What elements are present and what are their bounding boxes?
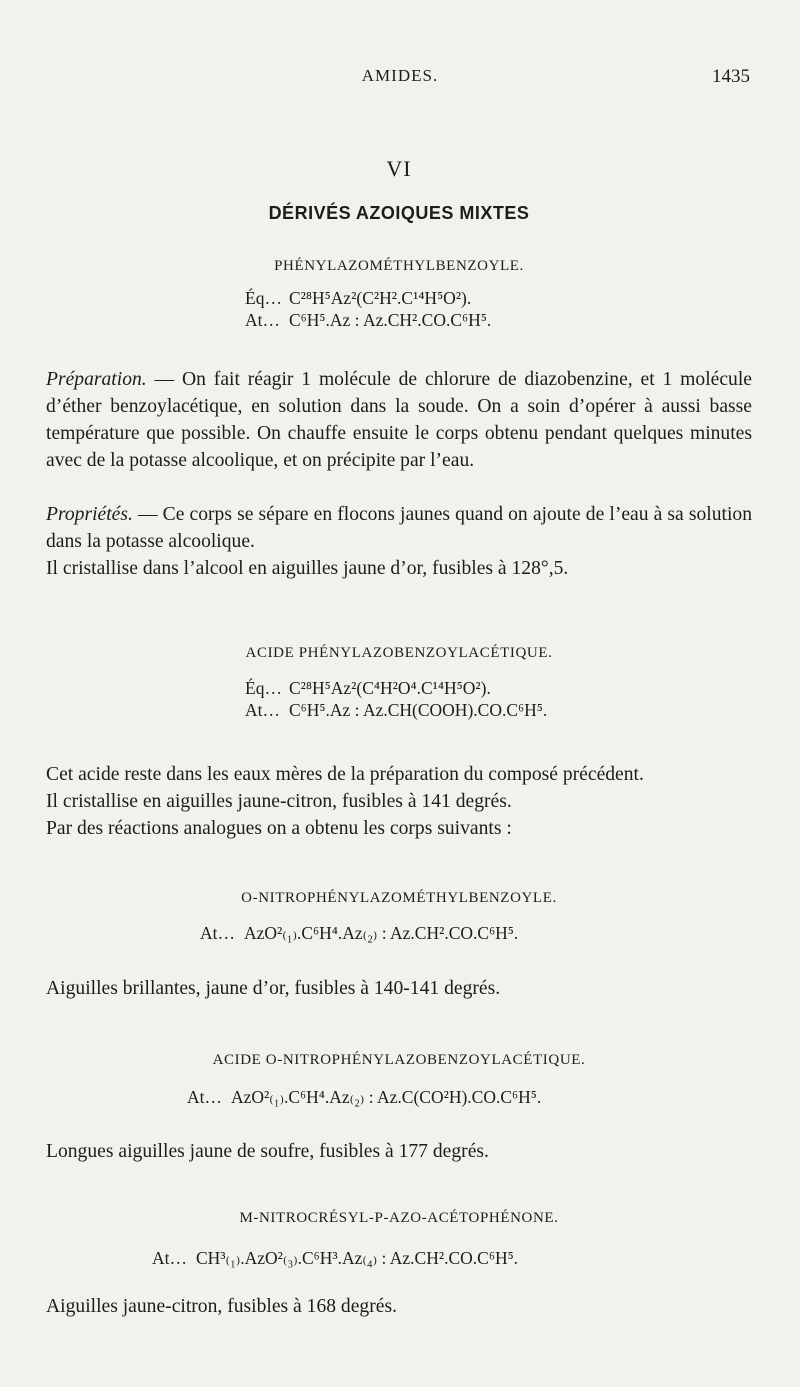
compound-title: ACIDE O-NITROPHÉNYLAZOBENZOYLACÉTIQUE. — [212, 1052, 586, 1068]
running-head — [0, 66, 800, 96]
formula-label: Éq… — [245, 288, 282, 308]
compound4-text: Longues aiguilles jaune de soufre, fusibles à 177 degrés. — [46, 1141, 489, 1162]
compound-title: M-NITROCRÉSYL-P-AZO-ACÉTOPHÉNONE. — [239, 1210, 559, 1226]
formula-at: AzO²₍₁₎.C⁶H⁴.Az₍₂₎ : Az.CH².CO.C⁶H⁵. — [244, 923, 519, 943]
compound2-text-2: Il cristallise en aiguilles jaune-citron, fusibles à 141 degrés. — [46, 791, 512, 812]
formula-block — [200, 922, 760, 944]
preparation-heading: Préparation. — [46, 369, 147, 390]
compound5-text: Aiguilles jaune-citron, fusibles à 168 degrés. — [46, 1296, 397, 1317]
properties-paragraph — [46, 501, 752, 582]
formula-label: At… — [187, 1087, 222, 1107]
compound-title: O-NITROPHÉNYLAZOMÉTHYLBENZOYLE. — [241, 890, 557, 906]
formula-block — [152, 1247, 752, 1269]
formula-label: At… — [200, 923, 235, 943]
formula-block — [245, 287, 745, 331]
formula-label: At… — [245, 700, 280, 720]
formula-label: Éq… — [245, 678, 282, 698]
formula-label: At… — [152, 1248, 187, 1268]
section-title: DÉRIVÉS AZOIQUES MIXTES — [268, 203, 530, 223]
compound2-paragraph — [46, 761, 752, 842]
formula-at: CH³₍₁₎.AzO²₍₃₎.C⁶H³.Az₍₄₎ : Az.CH².CO.C⁶H⁵. — [196, 1248, 519, 1268]
formula-at: C⁶H⁵.Az : Az.CH(COOH).CO.C⁶H⁵. — [289, 700, 548, 720]
formula-block — [187, 1086, 757, 1108]
formula-block — [245, 677, 745, 721]
formula-at: C⁶H⁵.Az : Az.CH².CO.C⁶H⁵. — [289, 310, 492, 330]
formula-at: AzO²₍₁₎.C⁶H⁴.Az₍₂₎ : Az.C(CO²H).CO.C⁶H⁵. — [231, 1087, 542, 1107]
preparation-paragraph — [46, 366, 752, 474]
compound3-text: Aiguilles brillantes, jaune d’or, fusibles à 140-141 degrés. — [46, 978, 501, 999]
compound3-paragraph — [46, 975, 752, 1002]
formula-eq: C²⁸H⁵Az²(C²H².C¹⁴H⁵O²). — [289, 288, 472, 308]
compound5-paragraph — [46, 1293, 752, 1320]
compound2-text-3: Par des réactions analogues on a obtenu les corps suivants : — [46, 818, 512, 839]
formula-eq: C²⁸H⁵Az²(C⁴H²O⁴.C¹⁴H⁵O²). — [289, 678, 491, 698]
properties-heading: Propriétés. — [46, 504, 133, 525]
properties-text: — Ce corps se sépare en flocons jaunes quand on ajoute de l’eau à sa solution dans la potasse alcoolique. — [46, 504, 752, 552]
compound4-paragraph — [46, 1138, 752, 1165]
running-title: AMIDES. — [361, 66, 439, 85]
page-number: 1435 — [712, 66, 750, 87]
formula-label: At… — [245, 310, 280, 330]
compound-title: PHÉNYLAZOMÉTHYLBENZOYLE. — [274, 258, 524, 274]
preparation-text: — On fait réagir 1 molécule de chlorure de diazobenzine, et 1 molécule d’éther benzoylacétique, en solution dans la soude. On a soin d’opérer à aussi basse température que possible. On chauffe ensuite le corps obtenu pendant quelques minutes avec de la potasse alcoolique, et on précipite par l’eau. — [46, 369, 752, 471]
section-number: VI — [386, 156, 412, 181]
properties-text-2: Il cristallise dans l’alcool en aiguilles jaune d’or, fusibles à 128°,5. — [46, 558, 569, 579]
compound-title: ACIDE PHÉNYLAZOBENZOYLACÉTIQUE. — [245, 645, 553, 661]
compound2-text-1: Cet acide reste dans les eaux mères de la préparation du composé précédent. — [46, 764, 644, 785]
